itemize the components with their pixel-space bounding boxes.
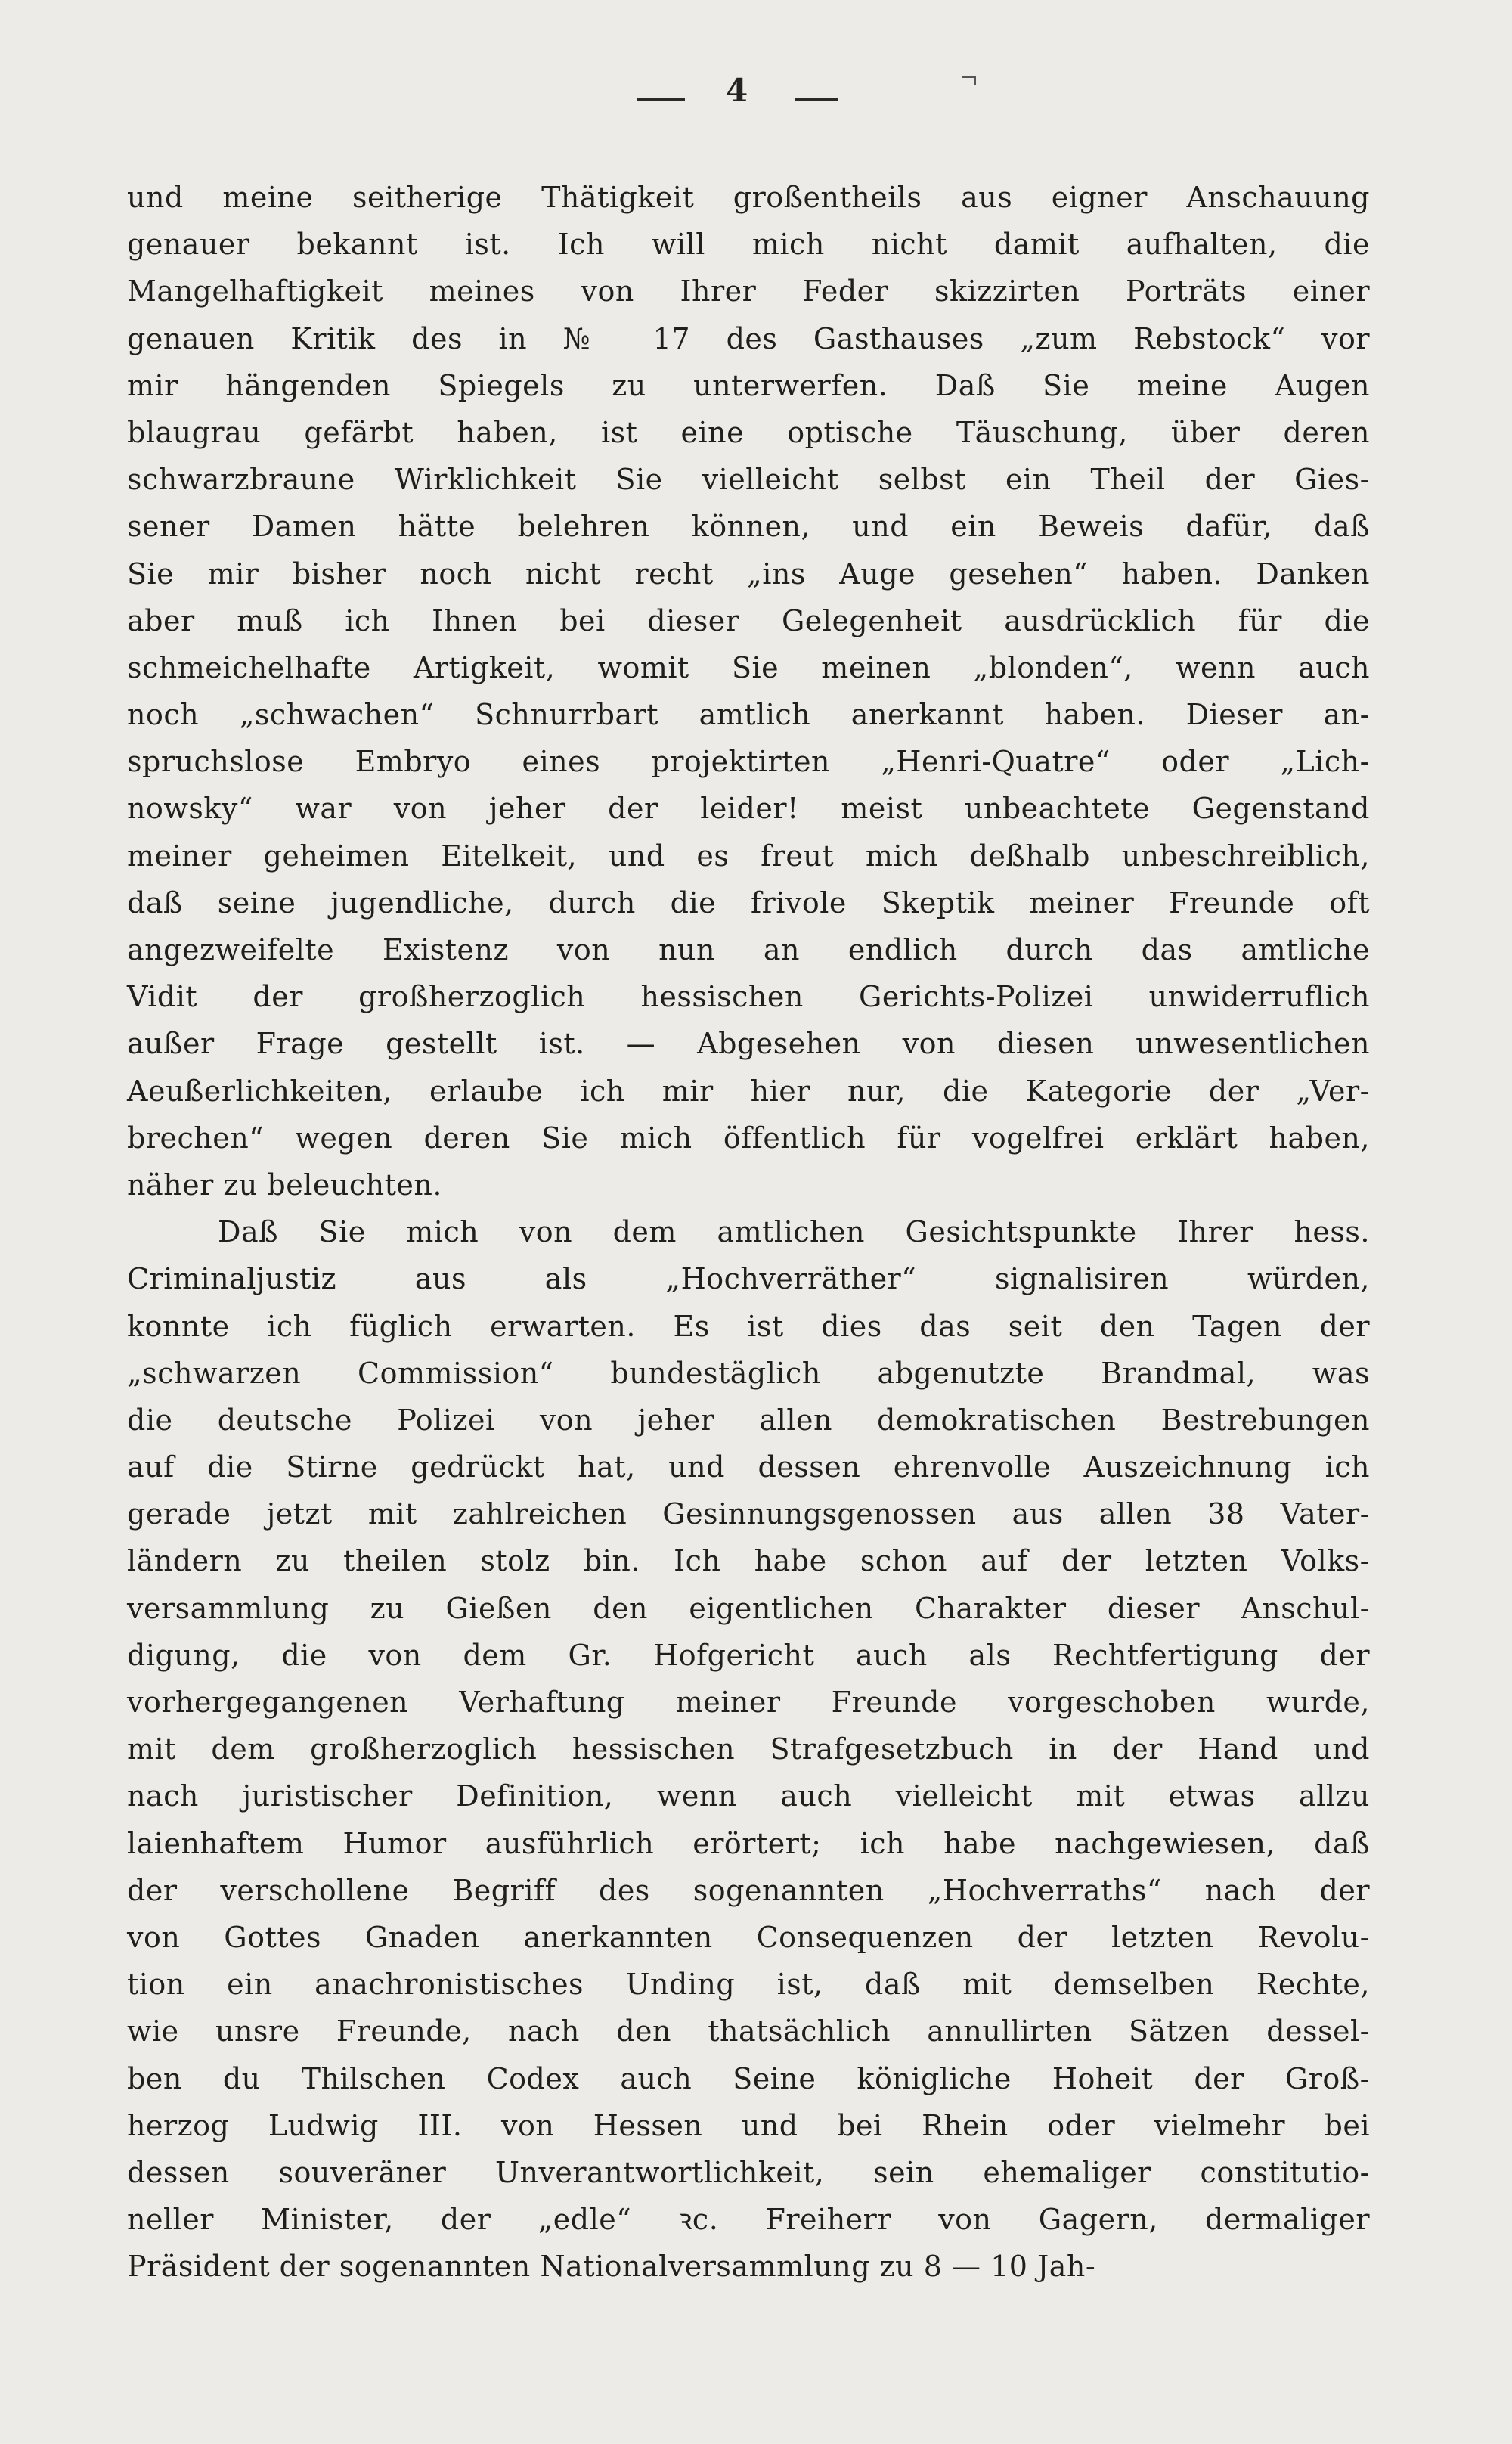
text-line: nach juristischer Definition, wenn auch vielleicht mit etwas allzu [127, 1779, 1370, 1813]
text-line: schwarzbraune Wirklichkeit Sie vielleicht selbst ein Theil der Gies- [127, 463, 1370, 497]
text-line: aber muß ich Ihnen bei dieser Gelegenheit ausdrücklich für die [127, 603, 1370, 637]
text-line: von Gottes Gnaden anerkannten Consequenzen der letzten Revolu- [127, 1920, 1370, 1954]
text-line: daß seine jugendliche, durch die frivole Skeptik meiner Freunde oft [127, 885, 1370, 920]
text-line: nowsky“ war von jeher der leider! meist unbeachtete Gegenstand [127, 792, 1370, 826]
text-line: spruchslose Embryo eines projektirten „Henri-Quatre“ oder „Lich- [127, 745, 1370, 779]
text-line: ben du Thilschen Codex auch Seine königliche Hoheit der Groß- [127, 2061, 1370, 2095]
text-line: wie unsre Freunde, nach den thatsächlich annullirten Sätzen dessel- [127, 2014, 1370, 2049]
text-line: laienhaftem Humor ausführlich erörtert; ich habe nachgewiesen, daß [127, 1826, 1370, 1860]
text-line: der verschollene Begriff des sogenannten „Hochverraths“ nach der [127, 1873, 1370, 1907]
text-line: Criminaljustiz aus als „Hochverräther“ signalisiren würden, [127, 1262, 1370, 1296]
text-line: die deutsche Polizei von jeher allen demokratischen Bestrebungen [127, 1403, 1370, 1437]
text-line: mir hängenden Spiegels zu unterwerfen. Daß Sie meine Augen [127, 368, 1370, 402]
page-number: 4 [726, 72, 748, 109]
text-line: gerade jetzt mit zahlreichen Gesinnungsgenossen aus allen 38 Vater- [127, 1497, 1370, 1531]
text-line: Sie mir bisher noch nicht recht „ins Auge gesehen“ haben. Danken [127, 557, 1370, 591]
text-line: Präsident der sogenannten Nationalversammlung zu 8 — 10 Jah- [127, 2250, 1096, 2284]
text-line: versammlung zu Gießen den eigentlichen Charakter dieser Anschul- [127, 1591, 1370, 1625]
text-line: Aeußerlichkeiten, erlaube ich mir hier nur, die Kategorie der „Ver- [127, 1074, 1370, 1108]
text-line: vorhergegangenen Verhaftung meiner Freunde vorgeschoben wurde, [127, 1686, 1370, 1719]
text-line: neller Minister, der „edle“ ꝛc. Freiherr von Gagern, dermaliger [127, 2203, 1370, 2237]
text-line: genauer bekannt ist. Ich will mich nicht damit aufhalten, die [127, 228, 1370, 262]
text-line: außer Frage gestellt ist. — Abgesehen von diesen unwesentlichen [127, 1027, 1370, 1061]
text-line: mit dem großherzoglich hessischen Strafgesetzbuch in der Hand und [127, 1732, 1370, 1766]
header-rule-right [795, 98, 838, 101]
text-line: Vidit der großherzoglich hessischen Gerichts-Polizei unwiderruflich [127, 980, 1370, 1014]
body-text [127, 174, 1370, 2290]
text-line: auf die Stirne gedrückt hat, und dessen ehrenvolle Auszeichnung ich [127, 1450, 1370, 1484]
text-line: „schwarzen Commission“ bundestäglich abgenutzte Brandmal, was [127, 1356, 1370, 1390]
text-line: ländern zu theilen stolz bin. Ich habe schon auf der letzten Volks- [127, 1544, 1370, 1578]
text-line: meiner geheimen Eitelkeit, und es freut mich deßhalb unbeschreiblich, [127, 839, 1370, 873]
header-rule-left [637, 98, 685, 101]
text-line: Daß Sie mich von dem amtlichen Gesichtspunkte Ihrer hess. [218, 1215, 1370, 1249]
text-line: angezweifelte Existenz von nun an endlich durch das amtliche [127, 933, 1370, 966]
text-line: tion ein anachronistisches Unding ist, daß mit demselben Rechte, [127, 1968, 1370, 2002]
printer-mark [962, 76, 976, 85]
text-line: konnte ich füglich erwarten. Es ist dies das seit den Tagen der [127, 1309, 1370, 1343]
text-line: herzog Ludwig III. von Hessen und bei Rhein oder vielmehr bei [127, 2108, 1370, 2142]
text-line: sener Damen hätte belehren können, und ein Beweis dafür, daß [127, 510, 1370, 544]
page-header [0, 72, 1512, 117]
text-line: blaugrau gefärbt haben, ist eine optische Täuschung, über deren [127, 415, 1370, 449]
text-line: Mangelhaftigkeit meines von Ihrer Feder skizzirten Porträts einer [127, 274, 1370, 309]
text-line: dessen souveräner Unverantwortlichkeit, sein ehemaliger constitutio- [127, 2155, 1370, 2189]
text-line: schmeichelhafte Artigkeit, womit Sie meinen „blonden“, wenn auch [127, 650, 1370, 684]
text-line: näher zu beleuchten. [127, 1168, 442, 1202]
text-line: genauen Kritik des in № 17 des Gasthauses „zum Rebstock“ vor [127, 321, 1370, 355]
text-line: und meine seitherige Thätigkeit großentheils aus eigner Anschauung [127, 181, 1370, 214]
text-line: brechen“ wegen deren Sie mich öffentlich für vogelfrei erklärt haben, [127, 1121, 1370, 1155]
text-line: noch „schwachen“ Schnurrbart amtlich anerkannt haben. Dieser an- [127, 698, 1370, 732]
text-line: digung, die von dem Gr. Hofgericht auch als Rechtfertigung der [127, 1638, 1370, 1672]
